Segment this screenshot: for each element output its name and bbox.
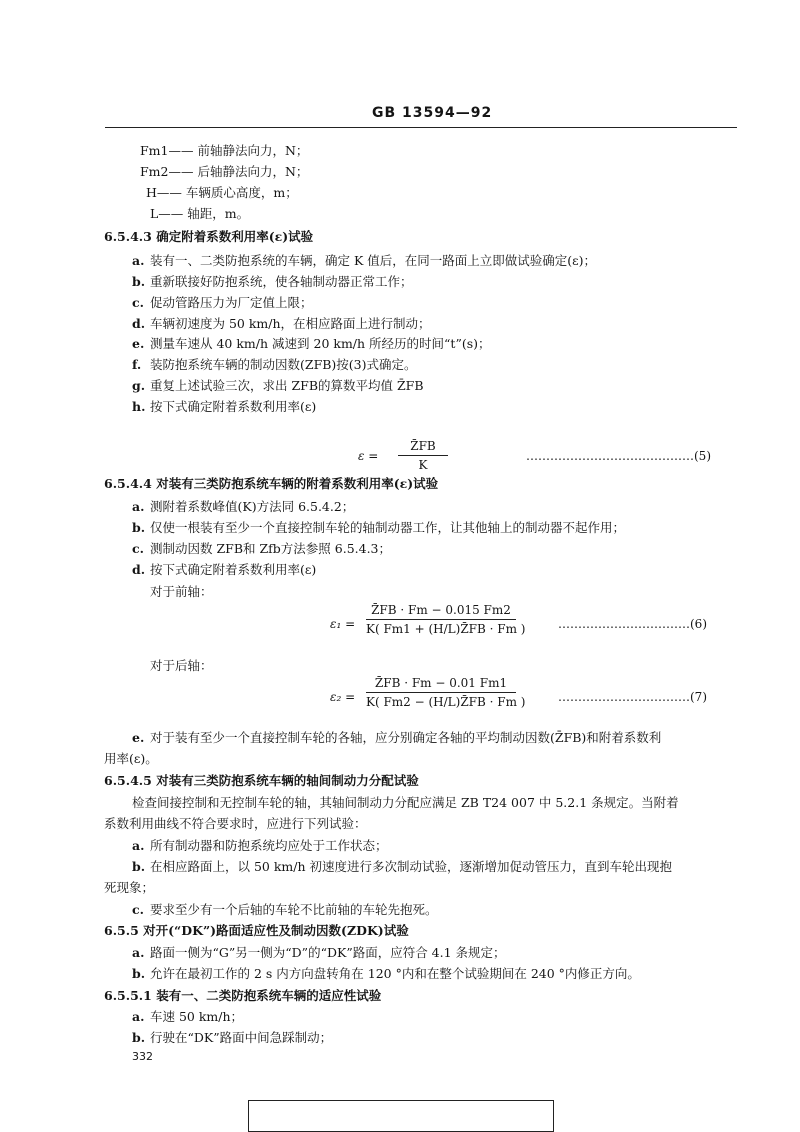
def-fm2: Fm2—— 后轴静法向力，N； <box>140 164 309 179</box>
s6545-para-2: 系数利用曲线不符合要求时，应进行下列试验： <box>104 816 367 831</box>
s6543-item-d: d. 车辆初速度为 50 km/h，在相应路面上进行制动； <box>132 316 431 331</box>
eq5-bar <box>398 455 448 456</box>
section-6545-title: 6.5.4.5 对装有三类防抱系统车辆的轴间制动力分配试验 <box>104 773 419 788</box>
s6543-item-c: c. 促动管路压力为厂定值上限； <box>132 295 313 310</box>
s6545-item-b: b. 在相应路面上，以 50 km/h 初速度进行多次制动试验，逐渐增加促动管压力，直到车轮出现抱 <box>132 859 673 874</box>
eq6-numerator: Z̄FB · Fm − 0.015 Fm2 <box>371 603 511 617</box>
s6545-item-c: c. 要求至少有一个后轴的车轮不比前轴的车轮先抱死。 <box>132 902 438 917</box>
s6551-item-a: a. 车速 50 km/h； <box>132 1009 244 1024</box>
page-number: 332 <box>132 1050 153 1063</box>
header-rule <box>105 127 737 128</box>
s6544-item-e-cont: 用率(ε)。 <box>104 751 158 766</box>
eq5-lhs: ε = <box>358 449 379 463</box>
eq7-lhs: ε₂ = <box>330 690 356 704</box>
s6545-item-b-cont: 死现象； <box>104 880 155 895</box>
eq6-fraction <box>366 603 526 636</box>
eq7-denominator: K( Fm2 − (H/L)Z̄FB · Fm ) <box>366 695 526 709</box>
s6544-item-c: c. 测制动因数 ZFB和 Zfb方法参照 6.5.4.3； <box>132 541 392 556</box>
eq7-numerator: Z̄FB · Fm − 0.01 Fm1 <box>374 676 508 690</box>
eq5-fraction <box>398 439 448 472</box>
def-l: L—— 轴距，m。 <box>150 206 250 221</box>
s655-item-a: a. 路面一侧为“G”另一侧为“D”的“DK”路面，应符合 4.1 条规定； <box>132 945 506 960</box>
section-655-title: 6.5.5 对开(“DK”)路面适应性及制动因数(ZDK)试验 <box>104 923 409 938</box>
section-6544-title: 6.5.4.4 对装有三类防抱系统车辆的附着系数利用率(ε)试验 <box>104 476 439 491</box>
s6544-item-b: b. 仅使一根装有至少一个直接控制车轮的轴制动器工作，让其他轴上的制动器不起作用； <box>132 520 626 535</box>
def-fm1: Fm1—— 前轴静法向力，N； <box>140 143 309 158</box>
s6551-item-b: b. 行驶在“DK”路面中间急踩制动； <box>132 1030 333 1045</box>
eq5-denominator: K <box>418 458 428 472</box>
eq6-denominator: K( Fm1 + (H/L)Z̄FB · Fm ) <box>366 622 526 636</box>
eq6-number: ……………………………(6) <box>558 617 707 631</box>
s6544-item-e: e. 对于装有至少一个直接控制车轮的各轴，应分别确定各轴的平均制动因数(Z̄FB)和附着系数利 <box>132 730 662 745</box>
eq7-number: ……………………………(7) <box>558 690 707 704</box>
section-6551-title: 6.5.5.1 装有一、二类防抱系统车辆的适应性试验 <box>104 988 382 1003</box>
s655-item-b: b. 允许在最初工作的 2 s 内方向盘转角在 120 °内和在整个试验期间在 240 °内修正方向。 <box>132 966 640 981</box>
rear-axle-label: 对于后轴： <box>150 658 213 673</box>
s6544-item-d: d. 按下式确定附着系数利用率(ε) <box>132 562 317 577</box>
eq5-numerator: Z̄FB <box>410 439 436 453</box>
s6543-item-h: h. 按下式确定附着系数利用率(ε) <box>132 399 317 414</box>
section-6543-title: 6.5.4.3 确定附着系数利用率(ε)试验 <box>104 229 314 244</box>
s6543-item-b: b. 重新联接好防抱系统，使各轴制动器正常工作； <box>132 274 413 289</box>
eq6-lhs: ε₁ = <box>330 617 356 631</box>
s6543-item-a: a. 装有一、二类防抱系统的车辆，确定 K 值后，在同一路面上立即做试验确定(ε)； <box>132 253 597 268</box>
s6545-para-1: 检查间接控制和无控制车轮的轴，其轴间制动力分配应满足 ZB T24 007 中 5.2.1 条规定。当附着 <box>132 795 679 810</box>
page-header: GB 13594—92 <box>372 105 493 121</box>
bottom-stamp-box <box>248 1100 554 1132</box>
front-axle-label: 对于前轴： <box>150 584 213 599</box>
s6543-item-e: e. 测量车速从 40 km/h 减速到 20 km/h 所经历的时间“t”(s)； <box>132 336 491 351</box>
s6543-item-f: f. 装防抱系统车辆的制动因数(ZFB)按(3)式确定。 <box>132 357 417 372</box>
eq5-number: ……………………………………(5) <box>526 449 711 463</box>
s6543-item-g: g. 重复上述试验三次，求出 ZFB的算数平均值 Z̄FB <box>132 378 424 393</box>
eq6-bar <box>366 619 516 620</box>
def-h: H—— 车辆质心高度，m； <box>146 185 298 200</box>
s6545-item-a: a. 所有制动器和防抱系统均应处于工作状态； <box>132 838 388 853</box>
eq7-bar <box>366 692 516 693</box>
eq7-fraction <box>366 676 526 709</box>
s6544-item-a: a. 测附着系数峰值(K)方法同 6.5.4.2； <box>132 499 355 514</box>
